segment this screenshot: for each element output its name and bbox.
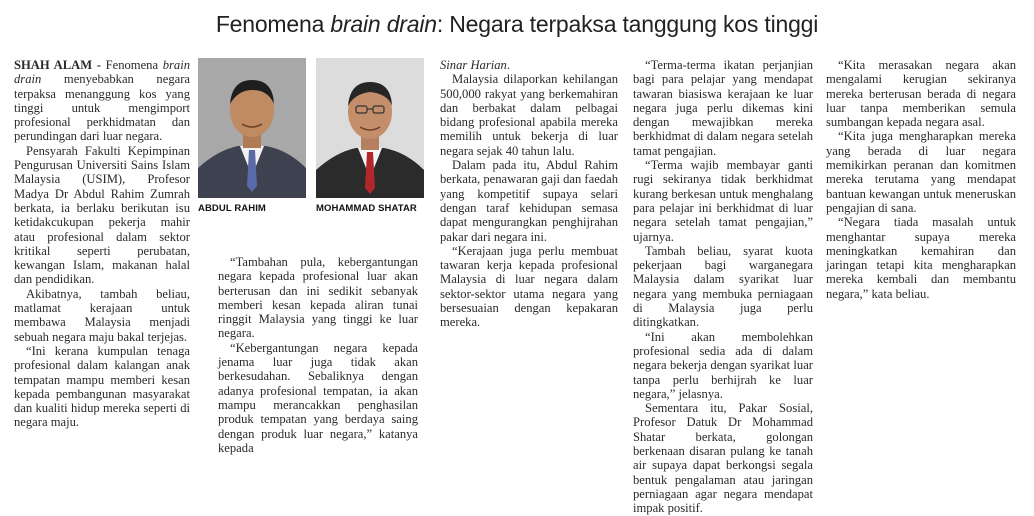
italic-publication: Sinar Harian [440,58,507,72]
photo-caption-mohammad-shatar: MOHAMMAD SHATAR [316,203,417,214]
paragraph: “Negara tiada masalah untuk menghantar supaya mereka meningkatkan kemahiran dan jaringan tetapi kita mengharapkan mereka kembali dan membantu negara,” kata beliau. [826,215,1016,301]
paragraph: “Kita juga mengharapkan mereka yang berada di luar negara memikirkan peranan dan komitmen mereka terutama yang mendapat bantuan kewangan untuk meneruskan pengajian di sana. [826,129,1016,215]
paragraph-lede [14,58,190,144]
paragraph: Malaysia dilaporkan kehilangan 500,000 rakyat yang berkemahiran dan berbakat dalam pelbagai bidang profesional apabila mereka memilih untuk bekerja di luar negara sejak 40 tahun lalu. [440,72,618,158]
portrait-abdul-rahim [198,58,306,198]
paragraph: Tambah beliau, syarat kuota pekerjaan bagi warganegara Malaysia dalam syarikat luar negara yang membuka perniagaan di Malaysia juga perlu ditingkatkan. [633,243,813,330]
paragraph: Dalam pada itu, Abdul Rahim berkata, penawaran gaji dan faedah yang kompetitif supaya selari dengan taraf kehidupan semasa dapat mengurangkan penghijrahan pakar dari negara ini. [440,158,618,244]
paragraph: Akibatnya, tambah beliau, matlamat kerajaan untuk membawa Malaysia menjadi sebuah negara maju bakal terjejas. [14,286,190,344]
dateline: SHAH ALAM - [14,58,101,72]
photo-mohammad-shatar [316,58,424,198]
paragraph: Sementara itu, Pakar Sosial, Profesor Datuk Dr Mohammad Shatar berkata, golongan berkenaan disaran pulang ke tanah air supaya dapat berkongsi segala bentuk pengalaman atau jaringan perniagaan agar negara mendapat impak positif. [633,401,813,516]
paragraph: “Ini kerana kumpulan tenaga profesional dalam kalangan anak tempatan mampu memberi kesan kepada pembangunan masyarakat dan kualiti hidup mereka seperti di negara maju. [14,343,190,430]
paragraph: “Terma-terma ikatan perjanjian bagi para pelajar yang mendapat tawaran biasiswa kerajaan ke luar negara juga perlu dikemas kini dengan mewajibkan mereka berkhidmat di dalam negara setelah tamat pengajian. [633,58,813,158]
article-headline [0,4,1034,44]
paragraph-continued [440,58,618,72]
paragraph-end: . [506,58,510,72]
lede-text-start: Fenomena [100,58,163,72]
paragraph: “Kebergantungan negara kepada jenama luar juga tidak akan berkesudahan. Sebaliknya dengan adanya profesional tempatan, ia akan mampu merancakkan penghasilan produk tempatan yang berdaya saing dengan produk luar negara,” katanya kepada [218,340,418,455]
article-column-1 [14,58,190,430]
headline-text-end: : Negara terpaksa tanggung kos tinggi [436,11,819,37]
headline-text: Fenomena [215,11,331,37]
paragraph: Pensyarah Fakulti Kepimpinan Pengurusan Universiti Sains Islam Malaysia (USIM), Profesor Madya Dr Abdul Rahim Zumrah berkata, ia berlaku berikutan isu ketidakcukupan pekerja mahir atau profesional dalam sektor kritikal seperti perubatan, kewangan Islam, makanan halal dan pendidikan. [14,143,190,287]
paragraph: “Ini akan membolehkan profesional sedia ada di dalam negara bekerja dengan syarikat luar tanpa perlu berhijrah ke luar negara,” jelasnya. [633,329,813,401]
paragraph: “Terma wajib membayar ganti rugi sekiranya tidak berkhidmat kurang berkesan untuk menghalang para pelajar ini berkhidmat di luar negara setelah tamat pengajian,” ujarnya. [633,158,813,244]
paragraph: “Kita merasakan negara akan mengalami kerugian sekiranya mereka berterusan berada di negara luar tanpa memberikan semula sumbangan kepada negara asal. [826,58,1016,130]
article-column-2 [218,255,418,455]
lede-italic-term: brain drain [14,58,190,87]
article-column-4 [633,58,813,516]
article-column-3 [440,58,618,330]
photo-caption-abdul-rahim: ABDUL RAHIM [198,203,266,214]
portrait-mohammad-shatar [316,58,424,198]
paragraph: “Tambahan pula, kebergantungan negara kepada profesional luar akan berterusan dan ini sedikit sebanyak memberi kesan kepada aliran tunai ringgit Malaysia yang tinggi ke luar negara. [218,255,418,341]
lede-text-end: menyebabkan negara terpaksa menanggung kos yang tinggi untuk mengimport profesional perkhidmatan dan perundingan dari luar negara. [14,72,190,144]
headline-italic-term: brain drain [330,11,437,37]
photo-abdul-rahim [198,58,306,198]
paragraph: “Kerajaan juga perlu membuat tawaran kerja kepada profesional Malaysia di luar negara dalam sektor-sektor utama negara yang bersesuaian dengan kepakaran mereka. [440,243,618,330]
article-column-5 [826,58,1016,301]
